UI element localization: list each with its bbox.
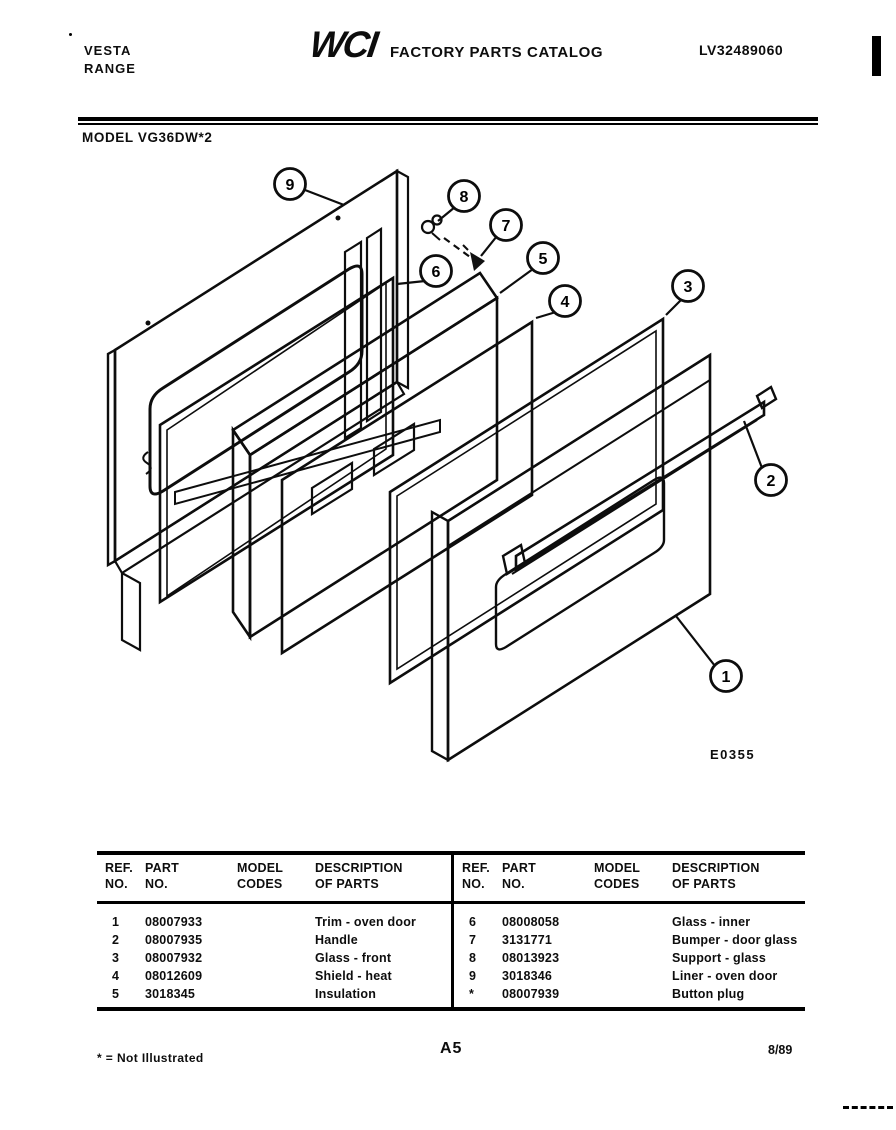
callout-9	[275, 169, 306, 200]
callout-6	[421, 256, 452, 287]
ref-cell: 3	[112, 951, 120, 965]
codes-cell	[594, 931, 672, 949]
ref-cell: *	[469, 987, 475, 1001]
codes-cell	[237, 967, 315, 985]
part-cell: 08007933	[145, 915, 203, 929]
desc-cell: Insulation	[315, 987, 377, 1001]
part-cell: 08007935	[145, 933, 203, 947]
table-divider	[451, 855, 454, 1007]
part-cell: 08007939	[502, 987, 560, 1001]
callout-1	[711, 661, 742, 692]
callout-3-number: 3	[683, 279, 693, 296]
ref-cell: 4	[112, 969, 120, 983]
codes-cell	[237, 913, 315, 931]
part-cell: 08012609	[145, 969, 203, 983]
ref-cell: 7	[469, 933, 477, 947]
callout-4	[550, 286, 581, 317]
part-cell: 08008058	[502, 915, 560, 929]
page-number: A5	[440, 1040, 463, 1057]
table-header-rule	[97, 901, 805, 904]
scan-corner-artifact	[843, 1106, 893, 1109]
desc-cell: Glass - front	[315, 951, 392, 965]
col-ref: REF. NO.	[105, 861, 133, 891]
ref-cell: 5	[112, 987, 120, 1001]
desc-cell: Button plug	[672, 987, 745, 1001]
desc-cell: Glass - inner	[672, 915, 751, 929]
callout-7-number: 7	[501, 218, 511, 235]
wci-logo: WCI	[307, 24, 379, 65]
desc-cell: Shield - heat	[315, 969, 392, 983]
col-codes: MODEL CODES	[237, 861, 284, 891]
catalog-title: FACTORY PARTS CATALOG	[390, 44, 604, 61]
callout-2-number: 2	[766, 473, 776, 490]
col-desc: DESCRIPTION OF PARTS	[672, 861, 760, 891]
callout-1-number: 1	[721, 669, 731, 686]
codes-cell	[594, 985, 672, 1003]
brand-line-1: VESTA	[84, 43, 132, 58]
brand-line-2: RANGE	[84, 61, 136, 76]
desc-cell: Trim - oven door	[315, 915, 417, 929]
desc-cell: Support - glass	[672, 951, 766, 965]
codes-cell	[237, 931, 315, 949]
left-table-rows	[105, 913, 445, 1003]
callout-2	[756, 465, 787, 496]
codes-cell	[237, 985, 315, 1003]
callout-5-number: 5	[538, 251, 548, 268]
part-cell: 3018346	[502, 969, 553, 983]
callout-3	[673, 271, 704, 302]
callout-9-number: 9	[285, 177, 295, 194]
col-part: PART NO.	[145, 861, 179, 891]
callout-7	[491, 210, 522, 241]
ref-cell: 6	[469, 915, 477, 929]
col-ref: REF. NO.	[462, 861, 490, 891]
ref-cell: 8	[469, 951, 477, 965]
part-cell: 08013923	[502, 951, 560, 965]
part-cell: 3131771	[502, 933, 553, 947]
revision-date: 8/89	[768, 1043, 793, 1057]
desc-cell: Liner - oven door	[672, 969, 778, 983]
callout-8	[449, 181, 480, 212]
not-illustrated-note: * = Not Illustrated	[97, 1051, 204, 1065]
ref-cell: 2	[112, 933, 120, 947]
codes-cell	[237, 949, 315, 967]
desc-cell: Bumper - door glass	[672, 933, 798, 947]
part-cell: 3018345	[145, 987, 196, 1001]
left-table-header	[105, 860, 445, 892]
codes-cell	[594, 949, 672, 967]
codes-cell	[594, 913, 672, 931]
panel-liner-oven-door	[108, 171, 408, 650]
callout-6-number: 6	[431, 264, 441, 281]
door-handle	[503, 387, 776, 574]
callout-8-number: 8	[459, 189, 469, 206]
panel-insulation	[233, 273, 497, 637]
callout-4-number: 4	[560, 294, 570, 311]
col-codes: MODEL CODES	[594, 861, 641, 891]
ref-cell: 9	[469, 969, 477, 983]
codes-cell	[594, 967, 672, 985]
document-number: LV32489060	[699, 42, 784, 58]
part-cell: 08007932	[145, 951, 203, 965]
panel-glass-inner	[160, 278, 393, 602]
figure-code: E0355	[710, 747, 756, 762]
model-label: MODEL VG36DW*2	[82, 130, 213, 145]
ref-cell: 1	[112, 915, 120, 929]
right-table-header	[462, 860, 802, 892]
col-desc: DESCRIPTION OF PARTS	[315, 861, 403, 891]
parts-table	[97, 851, 805, 1011]
right-table-rows	[462, 913, 802, 1003]
bumper-screw-part	[463, 245, 485, 271]
desc-cell: Handle	[315, 933, 358, 947]
col-part: PART NO.	[502, 861, 536, 891]
callout-5	[528, 243, 559, 274]
